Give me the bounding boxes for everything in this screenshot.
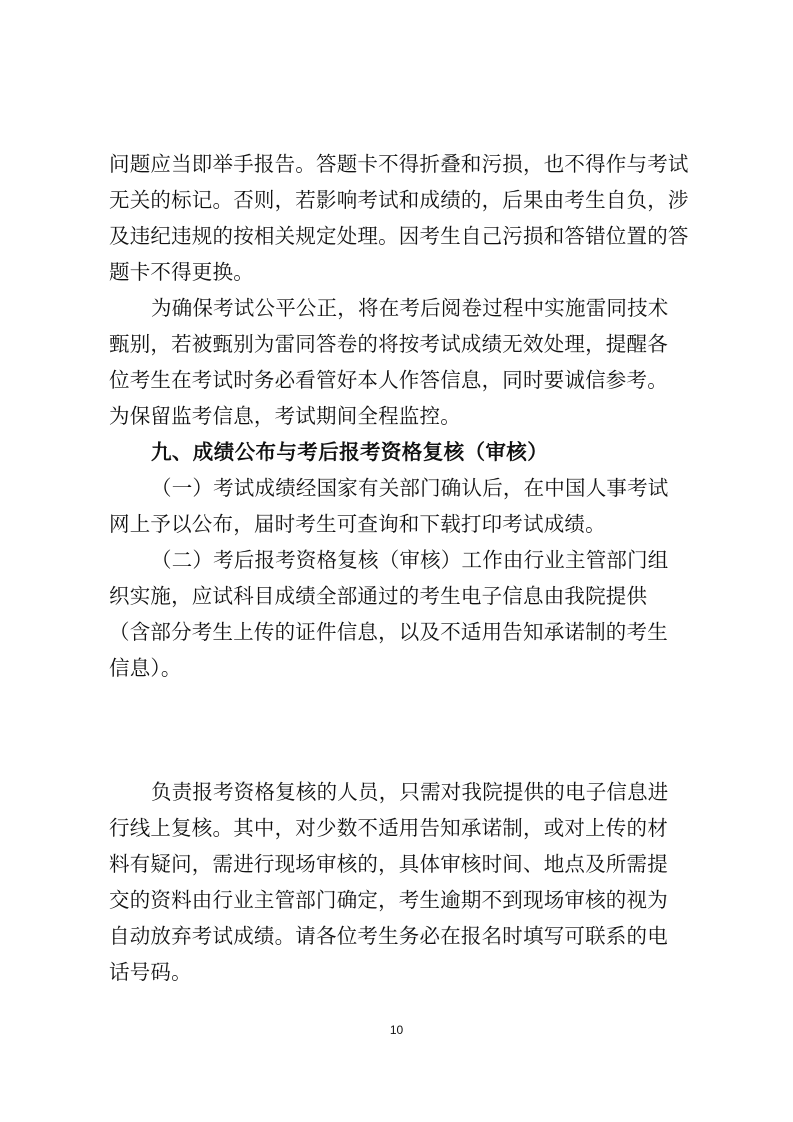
body-text-line: 位考生在考试时务必看管好本人作答信息，同时要诚信参考。 xyxy=(109,368,668,392)
body-text-line: 甄别，若被甄别为雷同答卷的将按考试成绩无效处理，提醒各 xyxy=(109,332,668,356)
body-text-line: 自动放弃考试成绩。请各位考生务必在报名时填写可联系的电 xyxy=(109,924,668,948)
body-text-line: 及违纪违规的按相关规定处理。因考生自己污损和答错位置的答 xyxy=(109,224,689,248)
body-text-line: 话号码。 xyxy=(109,960,192,984)
body-text-line: 为保留监考信息，考试期间全程监控。 xyxy=(109,404,461,428)
body-text-line: 为确保考试公平公正，将在考后阅卷过程中实施雷同技术 xyxy=(151,296,669,320)
body-text-line: 行线上复核。其中，对少数不适用告知承诺制，或对上传的材 xyxy=(109,816,668,840)
body-text-line: 问题应当即举手报告。答题卡不得折叠和污损，也不得作与考试 xyxy=(109,152,689,176)
body-text-line: （含部分考生上传的证件信息，以及不适用告知承诺制的考生 xyxy=(109,620,668,644)
body-text-line: 信息）。 xyxy=(109,656,182,680)
page-number: 10 xyxy=(389,1023,404,1037)
body-text-line: （一）考试成绩经国家有关部门确认后，在中国人事考试 xyxy=(151,476,669,500)
body-text-line: 交的资料由行业主管部门确定，考生逾期不到现场审核的视为 xyxy=(109,888,668,912)
body-text-line: 题卡不得更换。 xyxy=(109,260,254,284)
body-text-line: 网上予以公布，届时考生可查询和下载打印考试成绩。 xyxy=(109,512,606,536)
body-text-line: （二）考后报考资格复核（审核）工作由行业主管部门组 xyxy=(151,548,669,572)
body-text-line: 料有疑问，需进行现场审核的，具体审核时间、地点及所需提 xyxy=(109,852,668,876)
body-text-line: 无关的标记。否则，若影响考试和成绩的，后果由考生自负，涉 xyxy=(109,188,689,212)
section-heading: 九、成绩公布与考后报考资格复核（审核） xyxy=(151,440,549,464)
body-text-line: 负责报考资格复核的人员，只需对我院提供的电子信息进 xyxy=(151,780,669,804)
body-text-line: 织实施，应试科目成绩全部通过的考生电子信息由我院提供 xyxy=(109,584,648,608)
